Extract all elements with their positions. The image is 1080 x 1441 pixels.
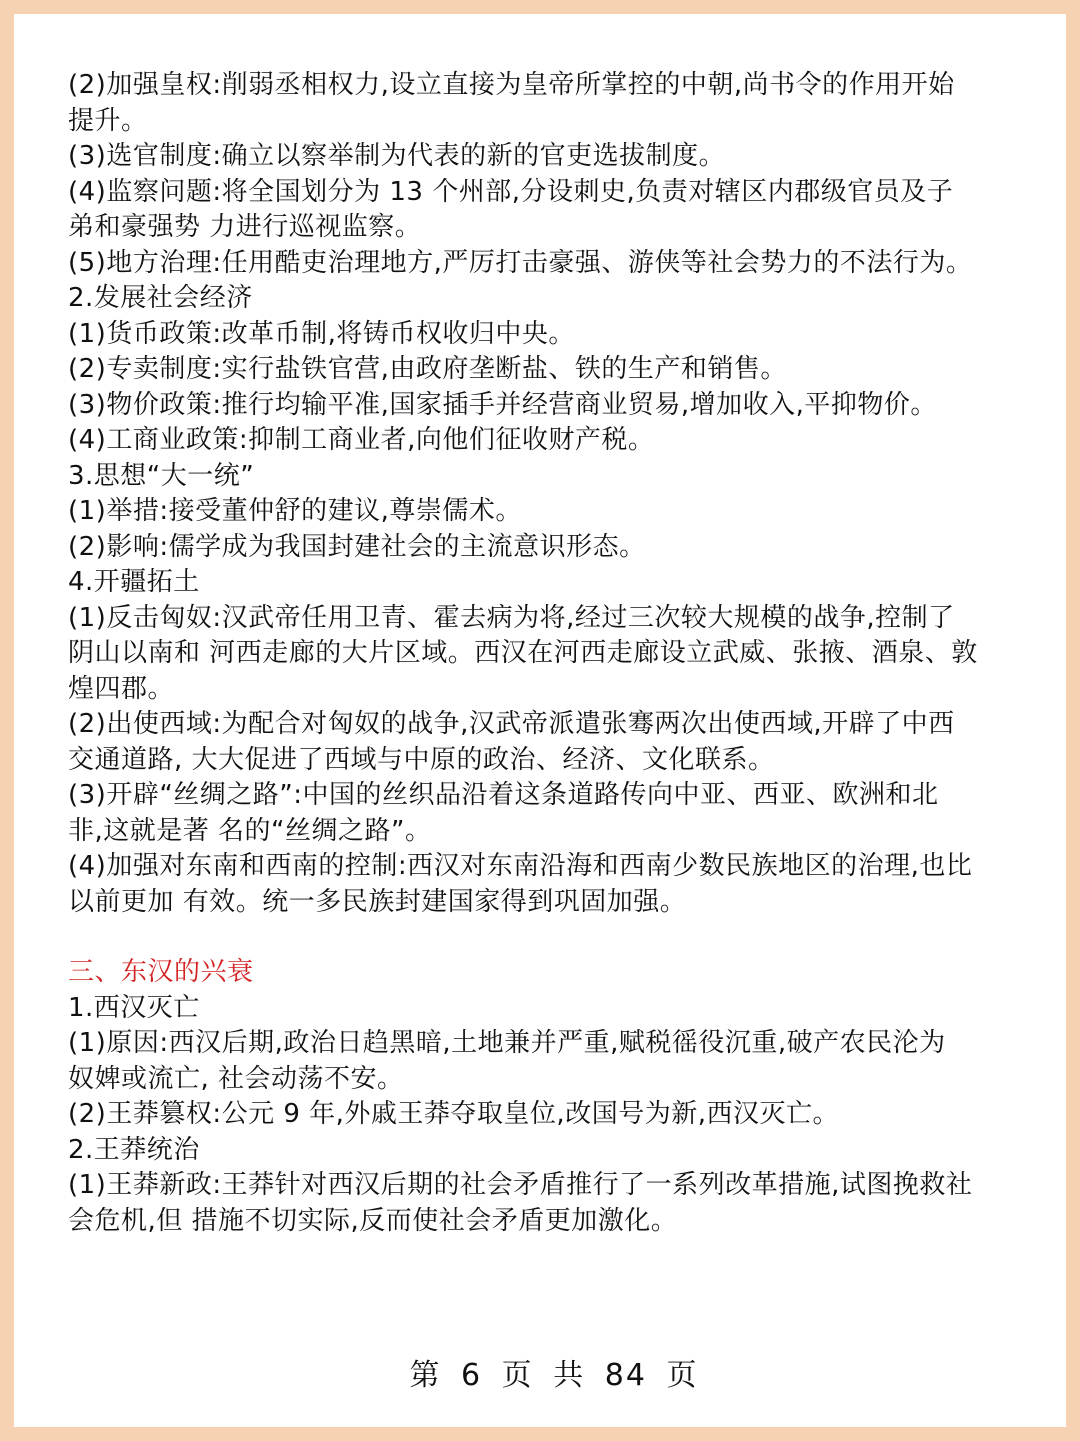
text-line: 提升。 (68, 105, 148, 136)
text-line: (2)加强皇权:削弱丞相权力,设立直接为皇帝所掌控的中朝,尚书令的作用开始 (68, 70, 955, 100)
page-number-footer (14, 1350, 1080, 1394)
footer-word-gong: 共 (553, 1358, 586, 1393)
text-line: 交通道路, 大大促进了西域与中原的政治、经济、文化联系。 (68, 744, 775, 775)
footer-word-ye: 页 (501, 1358, 534, 1393)
text-line: (3)选官制度:确立以察举制为代表的新的官吏选拔制度。 (68, 141, 726, 171)
text-line: (5)地方治理:任用酷吏治理地方,严厉打击豪强、游侠等社会势力的不法行为。 (68, 247, 973, 278)
text-line: 弟和豪强势 力进行巡视监察。 (68, 212, 422, 242)
current-page-number: 6 (461, 1358, 483, 1393)
text-line: (2)专卖制度:实行盐铁官营,由政府垄断盐、铁的生产和销售。 (68, 354, 787, 384)
text-line: (3)开辟“丝绸之路”:中国的丝织品沿着这条道路传向中亚、西亚、欧洲和北 (68, 780, 939, 810)
text-line: (1)王莽新政:王莽针对西汉后期的社会矛盾推行了一系列改革措施,试图挽救社 (68, 1170, 973, 1200)
text-line: 以前更加 有效。统一多民族封建国家得到巩固加强。 (68, 886, 687, 917)
text-line: (1)举措:接受董仲舒的建议,尊崇儒术。 (68, 496, 522, 526)
subheading: 2.王莽统治 (68, 1134, 200, 1165)
text-line: 奴婢或流亡, 社会动荡不安。 (68, 1063, 404, 1094)
text-line: (2)王莽篡权:公元 9 年,外戚王莽夺取皇位,改国号为新,西汉灭亡。 (68, 1099, 839, 1129)
subheading: 3.思想“大一统” (68, 460, 255, 491)
subheading: 2.发展社会经济 (68, 283, 253, 313)
text-line: 煌四郡。 (68, 673, 175, 704)
section-heading: 三、东汉的兴衰 (68, 957, 254, 987)
text-line: (4)监察问题:将全国划分为 13 个州部,分设刺史,负责对辖区内郡级官员及子 (68, 176, 954, 207)
text-line: (3)物价政策:推行均输平准,国家插手并经营商业贸易,增加收入,平抑物价。 (68, 389, 937, 420)
footer-word-ye-2: 页 (666, 1358, 699, 1393)
footer-word-di: 第 (409, 1358, 442, 1393)
section-gap (68, 920, 1020, 955)
text-line: (1)原因:西汉后期,政治日趋黑暗,土地兼并严重,赋税徭役沉重,破产农民沦为 (68, 1028, 946, 1058)
text-body (68, 68, 1020, 1239)
text-line: 会危机,但 措施不切实际,反而使社会矛盾更加激化。 (68, 1205, 678, 1236)
text-line: (2)影响:儒学成为我国封建社会的主流意识形态。 (68, 531, 646, 562)
total-page-count: 84 (604, 1358, 647, 1393)
text-line: (1)反击匈奴:汉武帝任用卫青、霍去病为将,经过三次较大规模的战争,控制了 (68, 602, 955, 633)
subheading: 1.西汉灭亡 (68, 992, 200, 1023)
text-line: (2)出使西域:为配合对匈奴的战争,汉武帝派遣张骞两次出使西域,开辟了中西 (68, 709, 955, 739)
text-line: (1)货币政策:改革币制,将铸币权收归中央。 (68, 318, 575, 349)
text-line: 非,这就是著 名的“丝绸之路”。 (68, 815, 432, 846)
text-line: (4)加强对东南和西南的控制:西汉对东南沿海和西南少数民族地区的治理,也比 (68, 851, 973, 881)
text-line: (4)工商业政策:抑制工商业者,向他们征收财产税。 (68, 425, 655, 455)
text-line: 阴山以南和 河西走廊的大片区域。西汉在河西走廊设立武威、张掖、酒泉、敦 (68, 638, 978, 668)
subheading: 4.开疆拓土 (68, 567, 200, 597)
